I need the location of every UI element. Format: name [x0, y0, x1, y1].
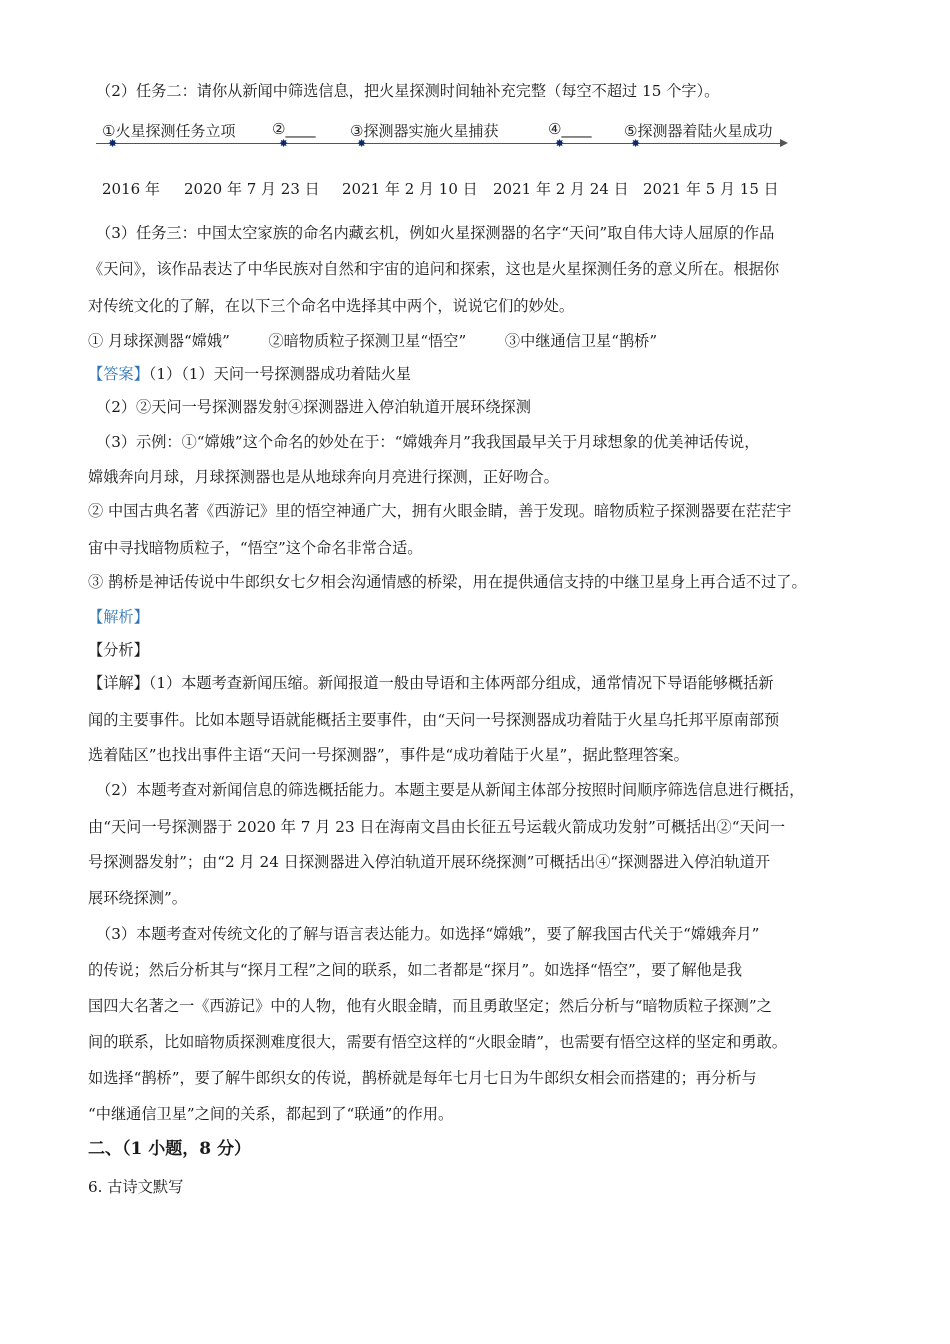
star-dot-icon: ✸: [108, 137, 118, 150]
detail-line: （3）本题考查对传统文化的了解与语言表达能力。如选择“嫦娥”，要了解我国古代关于“嫦娥奔月”: [96, 925, 760, 943]
detail-line: 号探测器发射”；由“2 月 24 日探测器进入停泊轨道开展环绕探测”可概括出④“探测器进入停泊轨道开: [88, 853, 771, 871]
answer-line: （3）示例：①“嫦娥”这个命名的妙处在于：“嫦娥奔月”我我国最早关于月球想象的优美神话传说，: [96, 433, 760, 451]
question-2-prompt: （2）任务二：请你从新闻中筛选信息，把火星探测时间轴补充完整（每空不超过 15 个字）。: [96, 82, 720, 100]
answer-line: 嫦娥奔向月球，月球探测器也是从地球奔向月亮进行探测，正好吻合。: [88, 468, 559, 486]
timeline-date-2: 2020 年 7 月 23 日: [184, 180, 320, 198]
answer-text: （1）（1）天问一号探测器成功着陆火星: [148, 365, 412, 383]
section-2-heading: 二、（1 小题，8 分）: [88, 1139, 251, 1159]
timeline-date-5: 2021 年 5 月 15 日: [643, 180, 779, 198]
detail-line: 由“天问一号探测器于 2020 年 7 月 23 日在海南文昌由长征五号运载火箭成功发射”可概括出②“天问一: [88, 818, 786, 836]
star-dot-icon: ✸: [555, 137, 565, 150]
question-3-line: 对传统文化的了解，在以下三个命名中选择其中两个，说说它们的妙处。: [88, 297, 574, 315]
detail-line: 闻的主要事件。比如本题导语就能概括主要事件，由“天问一号探测器成功着陆于火星乌托邦平原南部预: [88, 711, 780, 729]
star-dot-icon: ✸: [357, 137, 367, 150]
fenxi-heading: 【分析】: [88, 641, 149, 659]
answer-line: 宙中寻找暗物质粒子，“悟空”这个命名非常合适。: [88, 539, 423, 557]
mars-timeline: [96, 116, 796, 156]
question-3-line: （3）任务三：中国太空家族的命名内藏玄机，例如火星探测器的名字“天问”取自伟大诗人屈原的作品: [96, 224, 775, 242]
answer-line: ② 中国古典名著《西游记》里的悟空神通广大，拥有火眼金睛，善于发现。暗物质粒子探测器要在茫茫宇: [88, 502, 792, 520]
timeline-date-4: 2021 年 2 月 24 日: [493, 180, 629, 198]
detail-line: [88, 673, 878, 693]
detail-line: 国四大名著之一《西游记》中的人物，他有火眼金睛，而且勇敢坚定；然后分析与“暗物质粒子探测”之: [88, 997, 772, 1015]
answer-line: （2）②天问一号探测器发射④探测器进入停泊轨道开展环绕探测: [96, 398, 531, 416]
answer-line: ③ 鹊桥是神话传说中牛郎织女七夕相会沟通情感的桥梁，用在提供通信支持的中继卫星身上再合适不过了。: [88, 573, 807, 591]
timeline-label-1: ①火星探测任务立项: [102, 122, 236, 140]
detail-line: “中继通信卫星”之间的关系，都起到了“联通”的作用。: [88, 1105, 454, 1123]
timeline-label-4: ④____: [548, 120, 592, 138]
detail-line: （2）本题考查对新闻信息的筛选概括能力。本题主要是从新闻主体部分按照时间顺序筛选信息进行概括，: [96, 781, 805, 799]
star-dot-icon: ✸: [631, 137, 641, 150]
analysis-tag: 【解析】: [88, 608, 149, 626]
detail-line: 选着陆区”也找出事件主语“天问一号探测器”，事件是“成功着陆于火星”，据此整理答案。: [88, 746, 689, 764]
answer-line: [88, 364, 878, 384]
question-3-options: ① 月球探测器“嫦娥” ②暗物质粒子探测卫星“悟空” ③中继通信卫星“鹊桥”: [88, 332, 658, 350]
detail-text: （1）本题考查新闻压缩。新闻报道一般由导语和主体两部分组成，通常情况下导语能够概括新: [148, 674, 774, 692]
timeline-axis: [96, 143, 786, 144]
question-3-line: 《天问》，该作品表达了中华民族对自然和宇宙的追问和探索，这也是火星探测任务的意义所在。根据你: [88, 260, 780, 278]
question-6-title: 6. 古诗文默写: [88, 1178, 184, 1196]
answer-tag: 【答案】: [88, 365, 149, 383]
detail-line: 展环绕探测”。: [88, 889, 187, 907]
timeline-label-5: ⑤探测器着陆火星成功: [624, 122, 773, 140]
detail-line: 间的联系，比如暗物质探测难度很大，需要有悟空这样的“火眼金睛”，也需要有悟空这样的坚定和勇敢。: [88, 1033, 787, 1051]
star-dot-icon: ✸: [279, 137, 289, 150]
detail-line: 如选择“鹊桥”，要了解牛郎织女的传说，鹊桥就是每年七月七日为牛郎织女相会而搭建的；再分析与: [88, 1069, 757, 1087]
timeline-date-1: 2016 年: [102, 180, 160, 198]
detail-line: 的传说；然后分析其与“探月工程”之间的联系，如二者都是“探月”。如选择“悟空”，要了解他是我: [88, 961, 743, 979]
timeline-date-3: 2021 年 2 月 10 日: [342, 180, 478, 198]
timeline-label-3: ③探测器实施火星捕获: [350, 122, 499, 140]
arrow-right-icon: [780, 139, 788, 147]
timeline-label-2: ②____: [272, 120, 316, 138]
detail-tag: 【详解】: [88, 674, 149, 692]
